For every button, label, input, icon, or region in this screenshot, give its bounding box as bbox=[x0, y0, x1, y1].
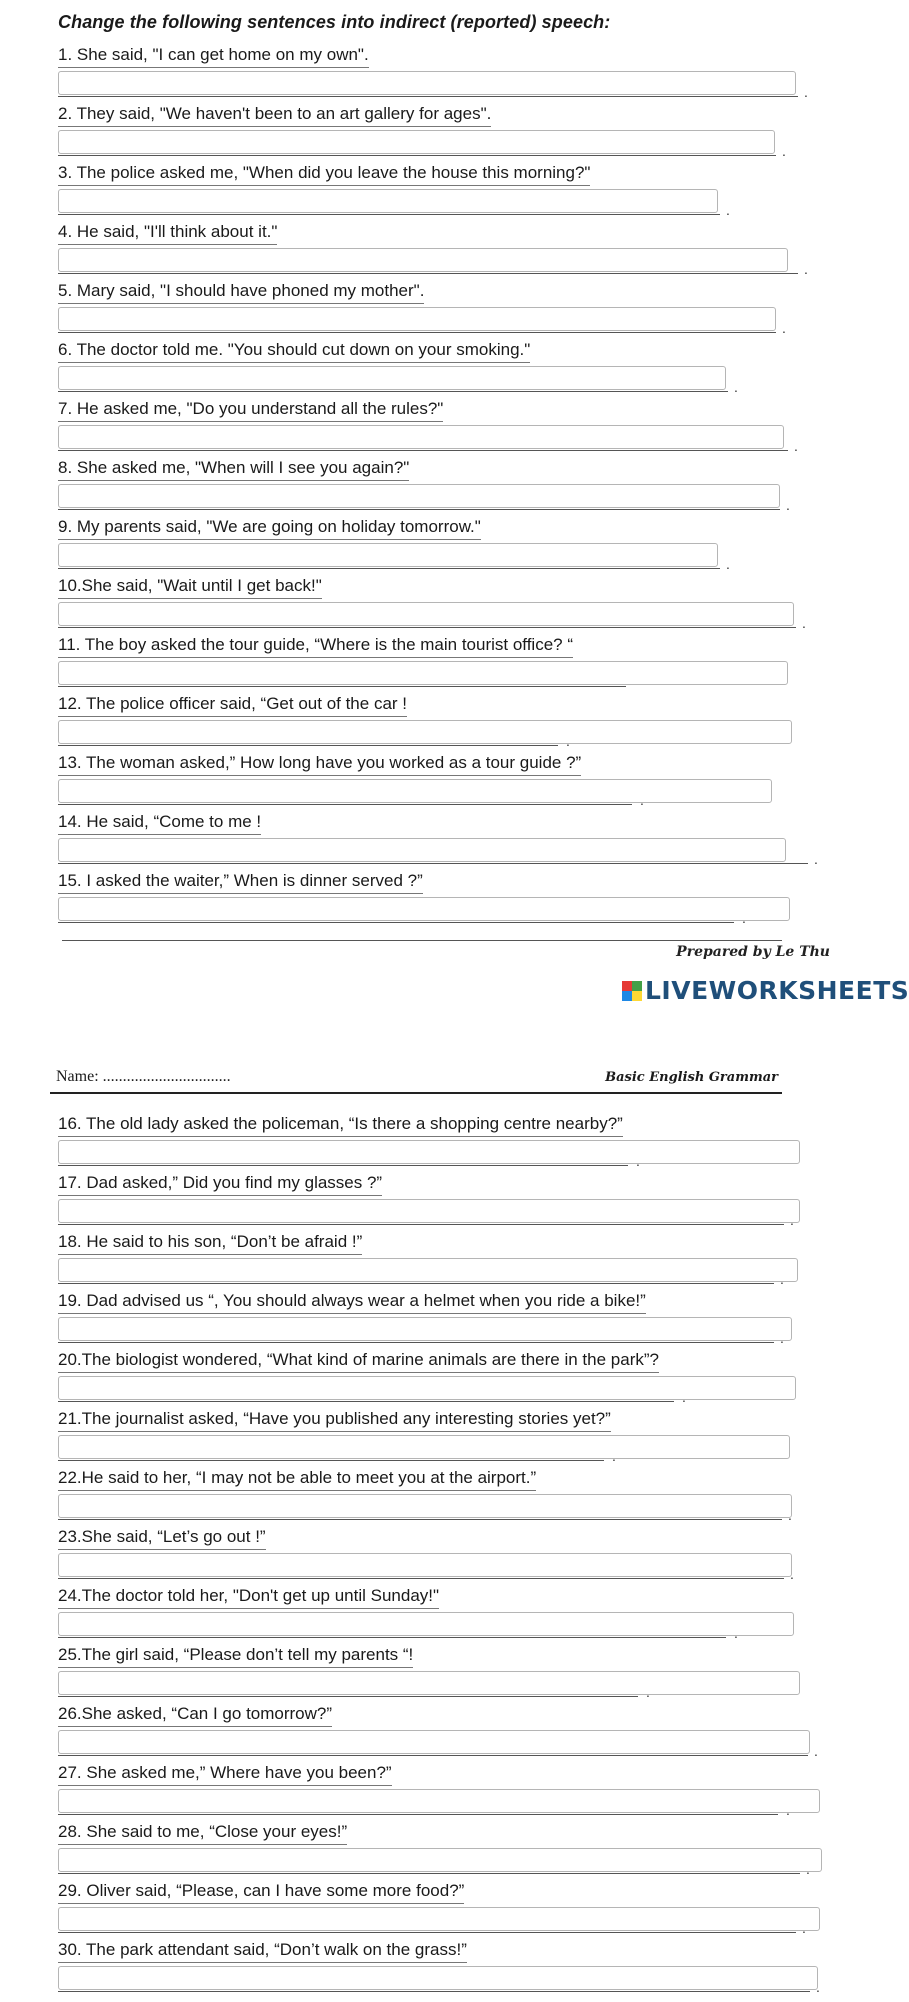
answer-input-17[interactable] bbox=[58, 1199, 800, 1223]
answer-input-5[interactable] bbox=[58, 307, 776, 331]
question-4 bbox=[58, 221, 818, 277]
question-5 bbox=[58, 280, 818, 336]
question-17 bbox=[58, 1172, 818, 1228]
subject-label: Basic English Grammar bbox=[605, 1070, 778, 1085]
answer-end-dot: . bbox=[802, 615, 806, 631]
question-30 bbox=[58, 1939, 820, 1995]
question-text: 5. Mary said, "I should have phoned my mother". bbox=[58, 280, 424, 304]
answer-end-dot: . bbox=[802, 1920, 806, 1936]
question-text: 9. My parents said, "We are going on holiday tomorrow." bbox=[58, 516, 481, 540]
answer-input-23[interactable] bbox=[58, 1553, 792, 1577]
answer-end-dot: . bbox=[682, 1389, 686, 1405]
answer-end-dot: . bbox=[734, 379, 738, 395]
worksheet-heading: Change the following sentences into indirect (reported) speech: bbox=[58, 12, 611, 32]
answer-end-dot: . bbox=[804, 261, 808, 277]
question-text: 1. She said, "I can get home on my own". bbox=[58, 44, 369, 68]
answer-underline bbox=[58, 1755, 808, 1756]
question-text: 24.The doctor told her, "Don't get up until Sunday!" bbox=[58, 1585, 439, 1609]
answer-underline bbox=[58, 273, 798, 274]
answer-underline bbox=[58, 1637, 726, 1638]
question-2 bbox=[58, 103, 818, 159]
question-22 bbox=[58, 1467, 818, 1523]
answer-end-dot: . bbox=[786, 1802, 790, 1818]
answer-input-24[interactable] bbox=[58, 1612, 794, 1636]
answer-underline bbox=[58, 1283, 774, 1284]
answer-end-dot: . bbox=[636, 1153, 640, 1169]
answer-underline bbox=[58, 1224, 784, 1225]
question-text: 23.She said, “Let’s go out !” bbox=[58, 1526, 266, 1550]
answer-underline bbox=[58, 1991, 810, 1992]
name-label: Name: ................................ bbox=[56, 1068, 231, 1085]
answer-underline bbox=[58, 863, 808, 864]
question-13 bbox=[58, 752, 818, 808]
answer-underline bbox=[58, 804, 632, 805]
question-24 bbox=[58, 1585, 818, 1641]
page2-header-underline bbox=[50, 1092, 782, 1094]
question-text: 2. They said, "We haven't been to an art gallery for ages". bbox=[58, 103, 491, 127]
question-6 bbox=[58, 339, 818, 395]
answer-input-12[interactable] bbox=[58, 720, 792, 744]
answer-end-dot: . bbox=[612, 1448, 616, 1464]
question-10 bbox=[58, 575, 818, 631]
question-text: 12. The police officer said, “Get out of the car ! bbox=[58, 693, 407, 717]
answer-input-19[interactable] bbox=[58, 1317, 792, 1341]
answer-end-dot: . bbox=[814, 1743, 818, 1759]
question-23 bbox=[58, 1526, 818, 1582]
question-text: 25.The girl said, “Please don’t tell my parents “! bbox=[58, 1644, 413, 1668]
answer-underline bbox=[58, 155, 776, 156]
question-26 bbox=[58, 1703, 818, 1759]
answer-end-dot: . bbox=[804, 84, 808, 100]
question-text: 21.The journalist asked, “Have you published any interesting stories yet?” bbox=[58, 1408, 611, 1432]
question-9 bbox=[58, 516, 818, 572]
answer-end-dot: . bbox=[790, 1212, 794, 1228]
answer-underline bbox=[58, 1401, 674, 1402]
question-text: 30. The park attendant said, “Don’t walk on the grass!” bbox=[58, 1939, 467, 1963]
question-text: 11. The boy asked the tour guide, “Where is the main tourist office? “ bbox=[58, 634, 573, 658]
question-29 bbox=[58, 1880, 818, 1936]
question-14 bbox=[58, 811, 818, 867]
answer-end-dot: . bbox=[790, 1566, 794, 1582]
answer-input-10[interactable] bbox=[58, 602, 794, 626]
answer-end-dot: . bbox=[816, 1979, 820, 1995]
answer-underline bbox=[58, 568, 720, 569]
answer-underline bbox=[58, 391, 728, 392]
answer-input-9[interactable] bbox=[58, 543, 718, 567]
question-1 bbox=[58, 44, 818, 100]
page-divider bbox=[62, 940, 782, 941]
answer-input-1[interactable] bbox=[58, 71, 796, 95]
answer-end-dot: . bbox=[814, 851, 818, 867]
question-7 bbox=[58, 398, 818, 454]
answer-input-25[interactable] bbox=[58, 1671, 800, 1695]
liveworksheets-logo bbox=[622, 976, 909, 1005]
answer-input-7[interactable] bbox=[58, 425, 784, 449]
question-text: 26.She asked, “Can I go tomorrow?” bbox=[58, 1703, 332, 1727]
question-text: 3. The police asked me, "When did you leave the house this morning?" bbox=[58, 162, 590, 186]
question-21 bbox=[58, 1408, 818, 1464]
answer-end-dot: . bbox=[726, 556, 730, 572]
answer-underline bbox=[58, 214, 720, 215]
liveworksheets-logo-icon bbox=[622, 981, 642, 1001]
answer-input-18[interactable] bbox=[58, 1258, 798, 1282]
answer-end-dot: . bbox=[646, 1684, 650, 1700]
answer-end-dot: . bbox=[780, 1330, 784, 1346]
question-text: 17. Dad asked,” Did you find my glasses ?” bbox=[58, 1172, 382, 1196]
question-text: 22.He said to her, “I may not be able to meet you at the airport.” bbox=[58, 1467, 536, 1491]
answer-end-dot: . bbox=[640, 792, 644, 808]
answer-underline bbox=[58, 1814, 778, 1815]
answer-underline bbox=[58, 509, 780, 510]
question-19 bbox=[58, 1290, 818, 1346]
question-text: 29. Oliver said, “Please, can I have some more food?” bbox=[58, 1880, 464, 1904]
question-text: 6. The doctor told me. "You should cut down on your smoking." bbox=[58, 339, 530, 363]
answer-input-16[interactable] bbox=[58, 1140, 800, 1164]
question-8 bbox=[58, 457, 818, 513]
answer-input-30[interactable] bbox=[58, 1966, 818, 1990]
answer-underline bbox=[58, 1932, 796, 1933]
question-20 bbox=[58, 1349, 818, 1405]
question-18 bbox=[58, 1231, 818, 1287]
question-text: 19. Dad advised us “, You should always wear a helmet when you ride a bike!” bbox=[58, 1290, 646, 1314]
question-text: 20.The biologist wondered, “What kind of marine animals are there in the park”? bbox=[58, 1349, 659, 1373]
answer-underline bbox=[58, 1578, 784, 1579]
answer-end-dot: . bbox=[806, 1861, 810, 1877]
page2-header bbox=[56, 1068, 778, 1086]
answer-input-14[interactable] bbox=[58, 838, 786, 862]
answer-end-dot: . bbox=[786, 497, 790, 513]
question-text: 7. He asked me, "Do you understand all the rules?" bbox=[58, 398, 443, 422]
answer-input-15[interactable] bbox=[58, 897, 790, 921]
answer-underline bbox=[58, 332, 776, 333]
question-27 bbox=[58, 1762, 818, 1818]
answer-underline bbox=[58, 1165, 628, 1166]
question-25 bbox=[58, 1644, 818, 1700]
question-text: 18. He said to his son, “Don’t be afraid !” bbox=[58, 1231, 362, 1255]
answer-input-21[interactable] bbox=[58, 1435, 790, 1459]
question-16 bbox=[58, 1113, 818, 1169]
answer-input-27[interactable] bbox=[58, 1789, 820, 1813]
answer-end-dot: . bbox=[782, 143, 786, 159]
liveworksheets-logo-text: LIVEWORKSHEETS bbox=[645, 976, 909, 1005]
answer-underline bbox=[58, 745, 558, 746]
question-text: 27. She asked me,” Where have you been?” bbox=[58, 1762, 392, 1786]
answer-underline bbox=[58, 686, 626, 687]
answer-end-dot: . bbox=[788, 1507, 792, 1523]
answer-input-2[interactable] bbox=[58, 130, 775, 154]
answer-input-13[interactable] bbox=[58, 779, 772, 803]
answer-end-dot: . bbox=[734, 1625, 738, 1641]
answer-input-3[interactable] bbox=[58, 189, 718, 213]
answer-end-dot: . bbox=[726, 202, 730, 218]
question-11 bbox=[58, 634, 818, 685]
question-text: 10.She said, "Wait until I get back!" bbox=[58, 575, 322, 599]
answer-input-4[interactable] bbox=[58, 248, 788, 272]
answer-underline bbox=[58, 1342, 774, 1343]
question-28 bbox=[58, 1821, 818, 1877]
question-text: 13. The woman asked,” How long have you worked as a tour guide ?” bbox=[58, 752, 581, 776]
question-text: 8. She asked me, "When will I see you again?" bbox=[58, 457, 409, 481]
answer-input-8[interactable] bbox=[58, 484, 780, 508]
answer-end-dot: . bbox=[780, 1271, 784, 1287]
answer-underline bbox=[58, 922, 734, 923]
prepared-by: Prepared by Le Thu bbox=[676, 944, 830, 960]
question-text: 4. He said, "I'll think about it." bbox=[58, 221, 277, 245]
question-text: 15. I asked the waiter,” When is dinner served ?” bbox=[58, 870, 423, 894]
question-12 bbox=[58, 693, 818, 749]
answer-underline bbox=[58, 627, 796, 628]
answer-end-dot: . bbox=[794, 438, 798, 454]
question-3 bbox=[58, 162, 818, 218]
answer-end-dot: . bbox=[782, 320, 786, 336]
answer-underline bbox=[58, 1519, 782, 1520]
answer-input-11[interactable] bbox=[58, 661, 788, 685]
question-text: 14. He said, “Come to me ! bbox=[58, 811, 261, 835]
question-text: 28. She said to me, “Close your eyes!” bbox=[58, 1821, 347, 1845]
answer-input-22[interactable] bbox=[58, 1494, 792, 1518]
answer-input-6[interactable] bbox=[58, 366, 726, 390]
answer-underline bbox=[58, 1696, 638, 1697]
answer-underline bbox=[58, 450, 788, 451]
answer-underline bbox=[58, 96, 798, 97]
answer-underline bbox=[58, 1873, 800, 1874]
answer-underline bbox=[58, 1460, 604, 1461]
answer-end-dot: . bbox=[566, 733, 570, 749]
question-text: 16. The old lady asked the policeman, “Is there a shopping centre nearby?” bbox=[58, 1113, 623, 1137]
question-15 bbox=[58, 870, 818, 926]
answer-input-28[interactable] bbox=[58, 1848, 822, 1872]
answer-end-dot: . bbox=[742, 910, 746, 926]
answer-input-29[interactable] bbox=[58, 1907, 820, 1931]
answer-input-26[interactable] bbox=[58, 1730, 810, 1754]
